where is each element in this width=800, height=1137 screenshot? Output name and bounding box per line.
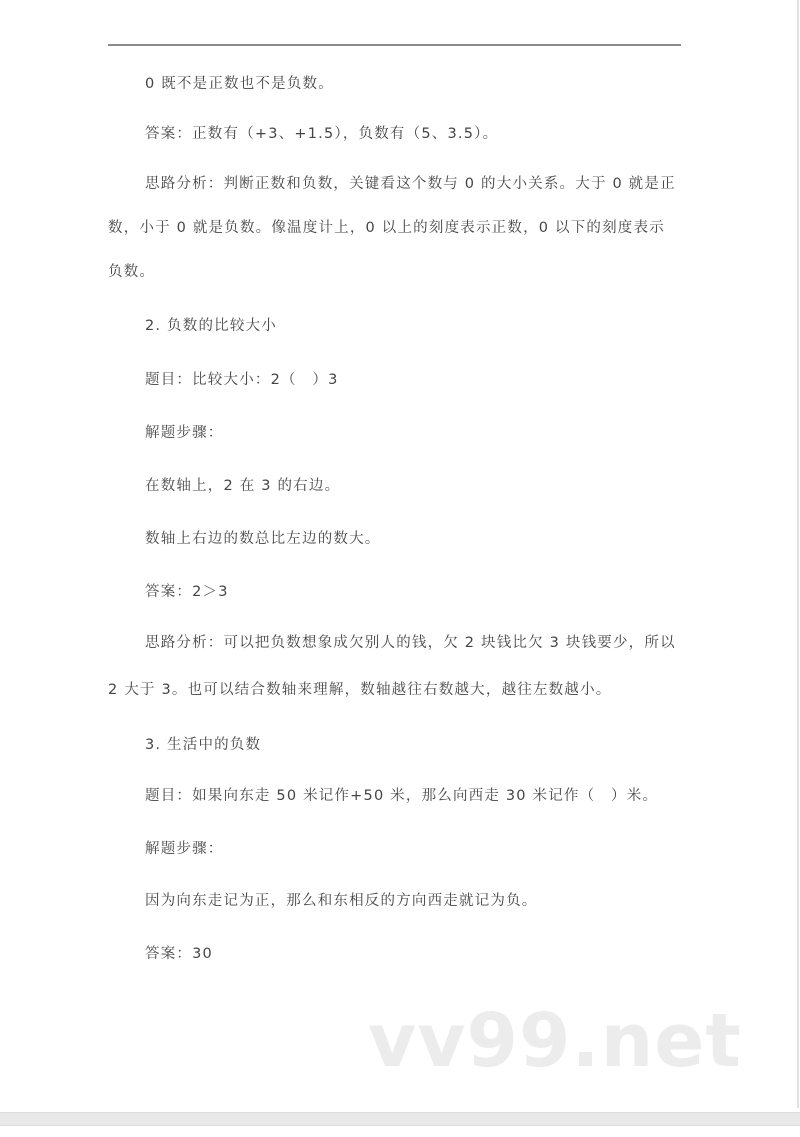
paragraph-analysis-1-line3: 负数。: [108, 264, 156, 280]
header-rule: [108, 44, 681, 46]
section-heading-3: 3. 生活中的负数: [145, 737, 262, 753]
step-2-2: 数轴上右边的数总比左边的数大。: [145, 531, 381, 547]
watermark: vv99.net: [368, 998, 742, 1084]
paragraph-analysis-1-line2: 数，小于 0 就是负数。像温度计上，0 以上的刻度表示正数，0 以下的刻度表示: [108, 220, 665, 236]
paragraph-zero-definition: 0 既不是正数也不是负数。: [145, 76, 334, 92]
paragraph-analysis-1-line1: 思路分析：判断正数和负数，关键看这个数与 0 的大小关系。大于 0 就是正: [145, 176, 676, 192]
section-heading-2: 2. 负数的比较大小: [145, 318, 277, 334]
question-2: 题目：比较大小：2（ ）3: [145, 372, 339, 388]
steps-label-2: 解题步骤：: [145, 425, 224, 441]
answer-3: 答案：30: [145, 946, 213, 962]
question-3: 题目：如果向东走 50 米记作+50 米，那么向西走 30 米记作（ ）米。: [145, 788, 659, 804]
step-3-1: 因为向东走记为正，那么和东相反的方向西走就记为负。: [145, 893, 538, 909]
answer-2: 答案：2＞3: [145, 584, 229, 600]
steps-label-3: 解题步骤：: [145, 841, 224, 857]
paragraph-analysis-2-line2: 2 大于 3。也可以结合数轴来理解，数轴越往右数越大，越往左数越小。: [108, 682, 612, 698]
paragraph-analysis-2-line1: 思路分析：可以把负数想象成欠别人的钱，欠 2 块钱比欠 3 块钱要少，所以: [145, 635, 676, 651]
step-2-1: 在数轴上，2 在 3 的右边。: [145, 478, 341, 494]
page-separator-bar: [0, 1112, 800, 1126]
paragraph-answer-1: 答案：正数有（+3、+1.5），负数有（5、3.5）。: [145, 126, 499, 142]
